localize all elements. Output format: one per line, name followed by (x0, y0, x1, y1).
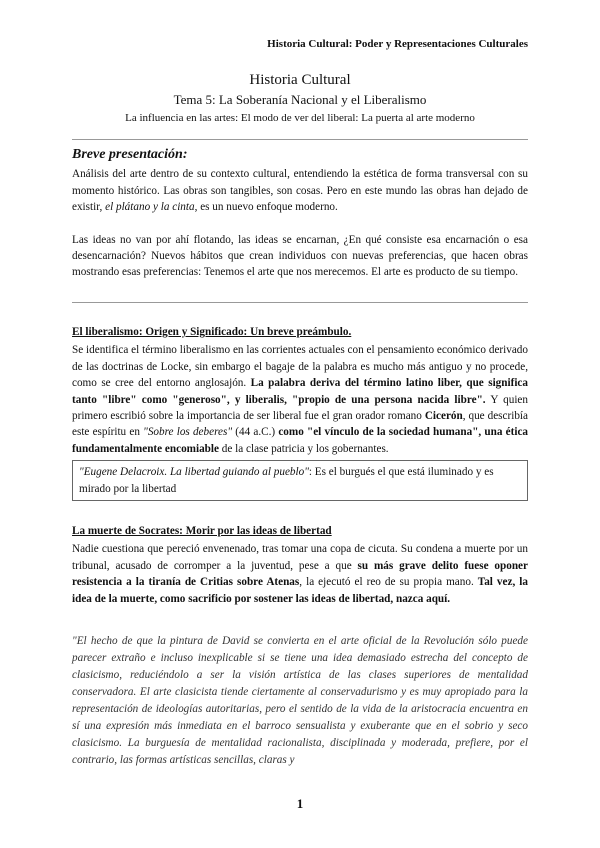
title-block (72, 72, 528, 124)
liberalism-section (72, 324, 528, 501)
quote-section (72, 633, 528, 769)
running-header: Historia Cultural: Poder y Representaciones Culturales (267, 38, 528, 50)
delacroix-note-box: "Eugene Delacroix. La libertad guiando al pueblo": Es el burgués el que está iluminado y es mirado por la libertad (72, 460, 528, 501)
document-title: Historia Cultural (249, 72, 351, 88)
presentation-heading: Breve presentación: (72, 147, 188, 162)
socrates-heading: La muerte de Socrates: Morir por las ideas de libertad (72, 525, 332, 537)
page-number: 1 (296, 796, 304, 811)
presentation-paragraph-1: Análisis del arte dentro de su contexto cultural, entendiendo la estética de forma transversal con su momento histórico. Las obras son tangibles, son cosas. Pero en este mundo las obras han dejado de existir, el plátano y la cinta, es un nuevo enfoque moderno. (72, 168, 528, 214)
presentation-paragraph-2: Las ideas no van por ahí flotando, las ideas se encarnan, ¿En qué consiste esa encarnación o esa desencarnación? Nuevos hábitos que crean individuos con nuevas preferencias, que hacen obras mostrando esas preferencias: Tenemos el arte que nos merecemos. El arte es producto de su tiempo. (72, 233, 528, 279)
liberalism-paragraph: Se identifica el término liberalismo en las corrientes actuales con el pensamiento económico derivado de las doctrinas de Locke, sin embargo el bagaje de la palabra es mucho más antiguo y no procede, como se cree del entorno anglosajón. La palabra deriva del término latino liber, que significa tanto "libre" como "generoso", y liberalis, "propio de una persona nacida libre". Y quien primero escribió sobre la importancia de ser liberal fue el gran orador romano Cicerón, que describía este espíritu en "Sobre los deberes" (44 a.C.) como "el vínculo de la sociedad humana", una ética fundamentalmente encomiable de la clase patricia y los gobernantes. (72, 344, 529, 455)
presentation-section (72, 147, 528, 281)
liberalism-heading: El liberalismo: Origen y Significado: Un breve preámbulo. (72, 326, 352, 338)
document-subtitle: Tema 5: La Soberanía Nacional y el Liberalismo (173, 92, 427, 107)
document-subsubtitle: La influencia en las artes: El modo de ver del liberal: La puerta al arte moderno (125, 112, 475, 124)
socrates-section (72, 523, 528, 607)
hauser-quote: "El hecho de que la pintura de David se convierta en el arte oficial de la Revolución sólo puede parecer extraño e incluso inexplicable si se tiene una idea demasiado estrecha del concepto de clasicismo, reduciéndolo a ser la visión artística de las clases superiores de mentalidad conservadora. El arte clasicista tiende ciertamente al conservadurismo y es muy apropiado para la representación de ideologías autoritarias, pero el sentido de la vida de la aristocracia encuentra en sí una expresión más inmediata en el barroco sensualista y exuberante que en el sobrio y seco clasicismo. La burguesía de mentalidad racionalista, disciplinada y moderada, prefiere, por el contrario, las formas artísticas sencillas, claras y (72, 635, 528, 766)
divider-middle (72, 302, 528, 303)
divider-top (72, 139, 528, 140)
socrates-paragraph: Nadie cuestiona que pereció envenenado, tras tomar una copa de cicuta. Su condena a muerte por un tribunal, acusado de corromper a la juventud, pese a que su más grave delito fuese oponer resistencia a la tiranía de Critias sobre Atenas, la ejecutó el reo de su propia mano. Tal vez, la idea de la muerte, como sacrificio por sostener las ideas de libertad, nazca aquí. (72, 543, 528, 605)
